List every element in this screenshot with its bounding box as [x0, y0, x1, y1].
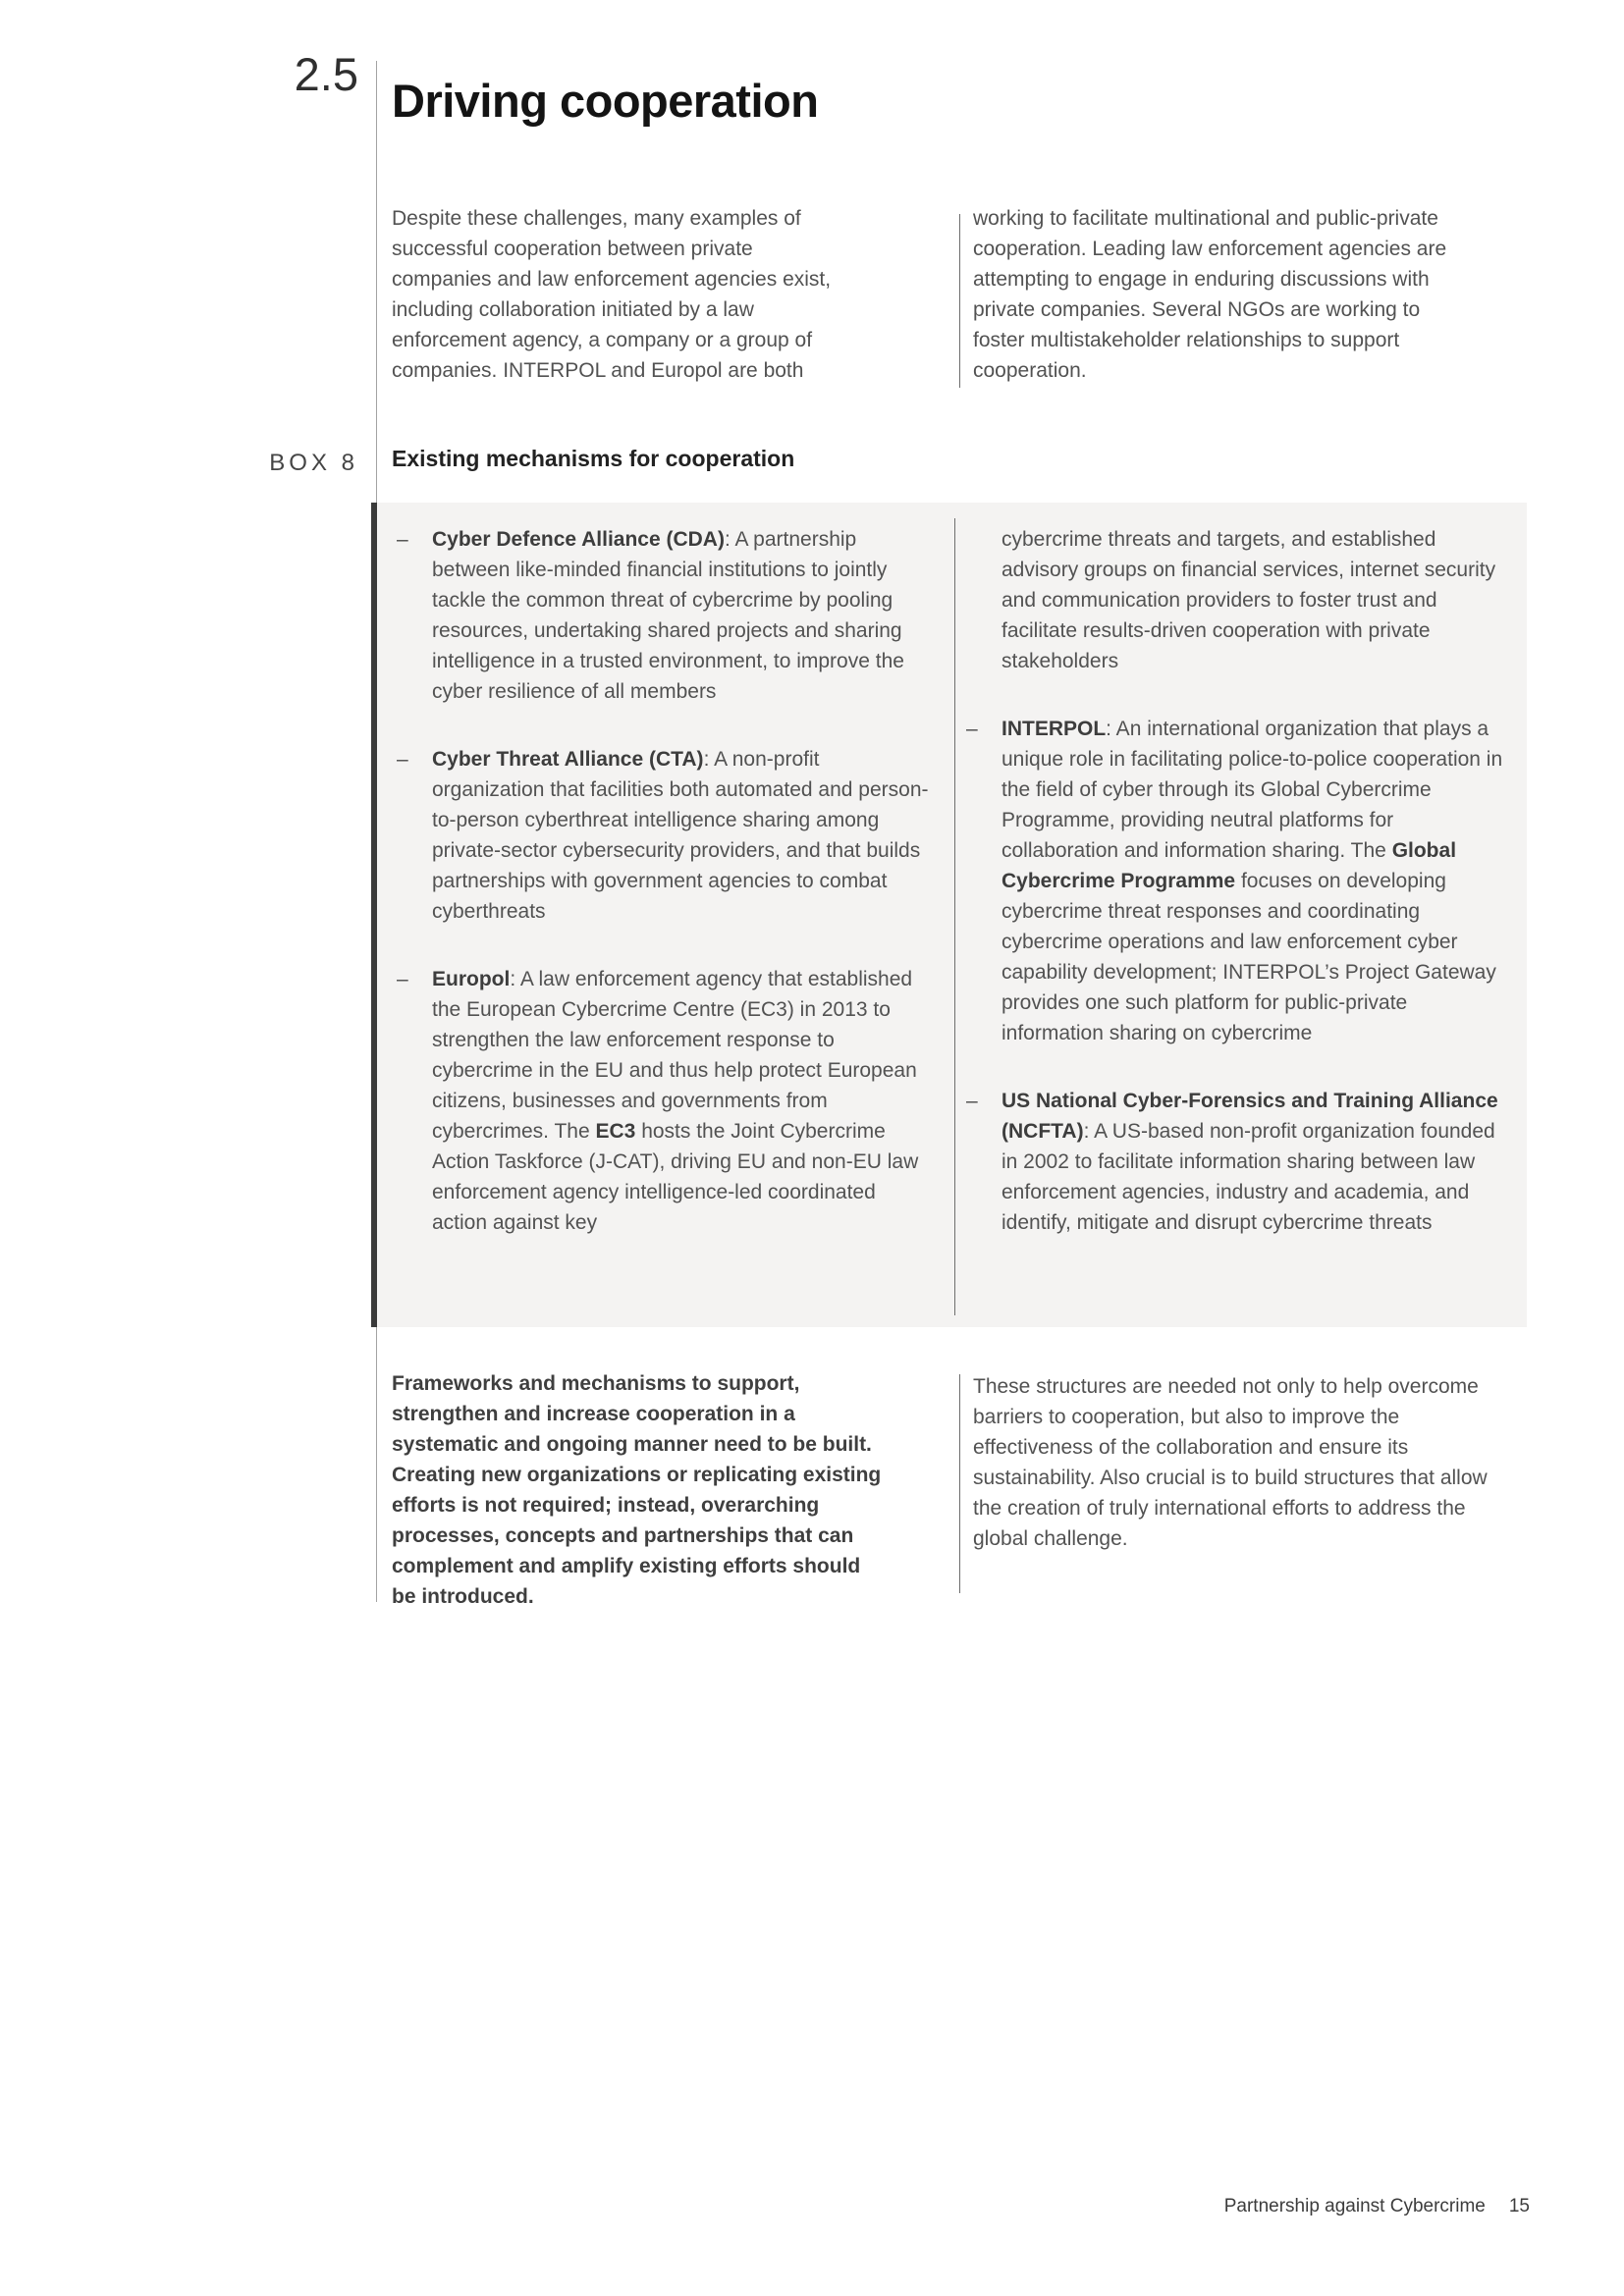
header-vertical-rule	[376, 61, 377, 503]
bullet-dash: –	[397, 528, 408, 551]
bullet-text: cybercrime threats and targets, and established advisory groups on financial services, internet security and communication providers to foster trust and facilitate results-driven cooperation with private stakeholders	[1001, 528, 1496, 672]
box-bullet-item	[397, 744, 933, 927]
box-title: Existing mechanisms for cooperation	[392, 446, 795, 471]
box-column-divider	[954, 518, 955, 1315]
box-bullet-item	[397, 964, 933, 1238]
intro-column-divider	[959, 214, 960, 388]
bullet-text: Cyber Threat Alliance (CTA): A non-profit organization that facilities both automated and person-to-person cyberthreat intelligence sharing among private-sector cybersecurity providers, and that builds partnerships with government agencies to combat cyberthreats	[432, 748, 929, 923]
bullet-text: Cyber Defence Alliance (CDA): A partnership between like-minded financial institutions to jointly tackle the common threat of cybercrime by pooling resources, undertaking shared projects and sharing intelligence in a trusted environment, to improve the cyber resilience of all members	[432, 528, 904, 703]
closing-paragraph-left: Frameworks and mechanisms to support, strengthen and increase cooperation in a systematic and ongoing manner need to be built. Creating new organizations or replicating existing efforts is not required; instead, overarching processes, concepts and partnerships that can complement and amplify existing efforts should be introduced.	[392, 1372, 882, 1608]
box-bullet-item	[966, 1086, 1514, 1238]
bullet-dash: –	[397, 748, 408, 771]
closing-paragraph-right: These structures are needed not only to help overcome barriers to cooperation, but also to improve the effectiveness of the collaboration and ensure its sustainability. Also crucial is to build structures that allow the creation of truly international efforts to address the global challenge.	[973, 1375, 1488, 1550]
section-number: 2.5	[294, 48, 358, 100]
footer-page-number: 15	[1508, 2196, 1530, 2216]
page-title: Driving cooperation	[392, 75, 819, 128]
box-bullet-item	[966, 524, 1514, 676]
bullet-dash	[966, 524, 1001, 676]
box-left-accent-bar	[371, 503, 377, 1327]
box-column-right	[966, 524, 1514, 1238]
box-bullet-item	[397, 524, 933, 707]
bullet-text: Europol: A law enforcement agency that established the European Cybercrime Centre (EC3) in 2013 to strengthen the law enforcement response to cybercrime in the EU and thus help protect European citizens, businesses and governments from cybercrimes. The EC3 hosts the Joint Cybercrime Action Taskforce (J-CAT), driving EU and non-EU law enforcement agency intelligence-led coordinated action against key	[432, 968, 919, 1234]
bullet-dash: –	[966, 718, 978, 740]
intro-paragraph-right: working to facilitate multinational and public-private cooperation. Leading law enforcement agencies are attempting to engage in enduring discussions with private companies. Several NGOs are working to foster multistakeholder relationships to support cooperation.	[973, 207, 1447, 382]
bullet-dash: –	[397, 968, 408, 990]
bullet-text: INTERPOL: An international organization that plays a unique role in facilitating police-to-police cooperation in the field of cyber through its Global Cybercrime Programme, providing neutral platforms for collaboration and information sharing. The Global Cybercrime Programme focuses on developing cybercrime threat responses and coordinating cybercrime operations and law enforcement cyber capability development; INTERPOL’s Project Gateway provides one such platform for public-private information sharing on cybercrime	[1001, 718, 1503, 1044]
page-footer	[1224, 2196, 1530, 2217]
bullet-text: US National Cyber-Forensics and Training Alliance (NCFTA): A US-based non-profit organization founded in 2002 to facilitate information sharing between law enforcement agencies, industry and academia, and identify, mitigate and disrupt cybercrime threats	[1001, 1090, 1498, 1234]
closing-vertical-rule	[376, 1327, 377, 1602]
bullet-dash: –	[966, 1090, 978, 1112]
intro-paragraph-left: Despite these challenges, many examples of successful cooperation between private companies and law enforcement agencies exist, including collaboration initiated by a law enforcement agency, a company or a group of companies. INTERPOL and Europol are both	[392, 207, 832, 382]
footer-report-title: Partnership against Cybercrime	[1223, 2196, 1486, 2216]
box-bullet-item	[966, 714, 1514, 1048]
closing-column-divider	[959, 1374, 960, 1593]
box-column-left	[397, 524, 933, 1238]
box-label: BOX 8	[269, 450, 358, 476]
